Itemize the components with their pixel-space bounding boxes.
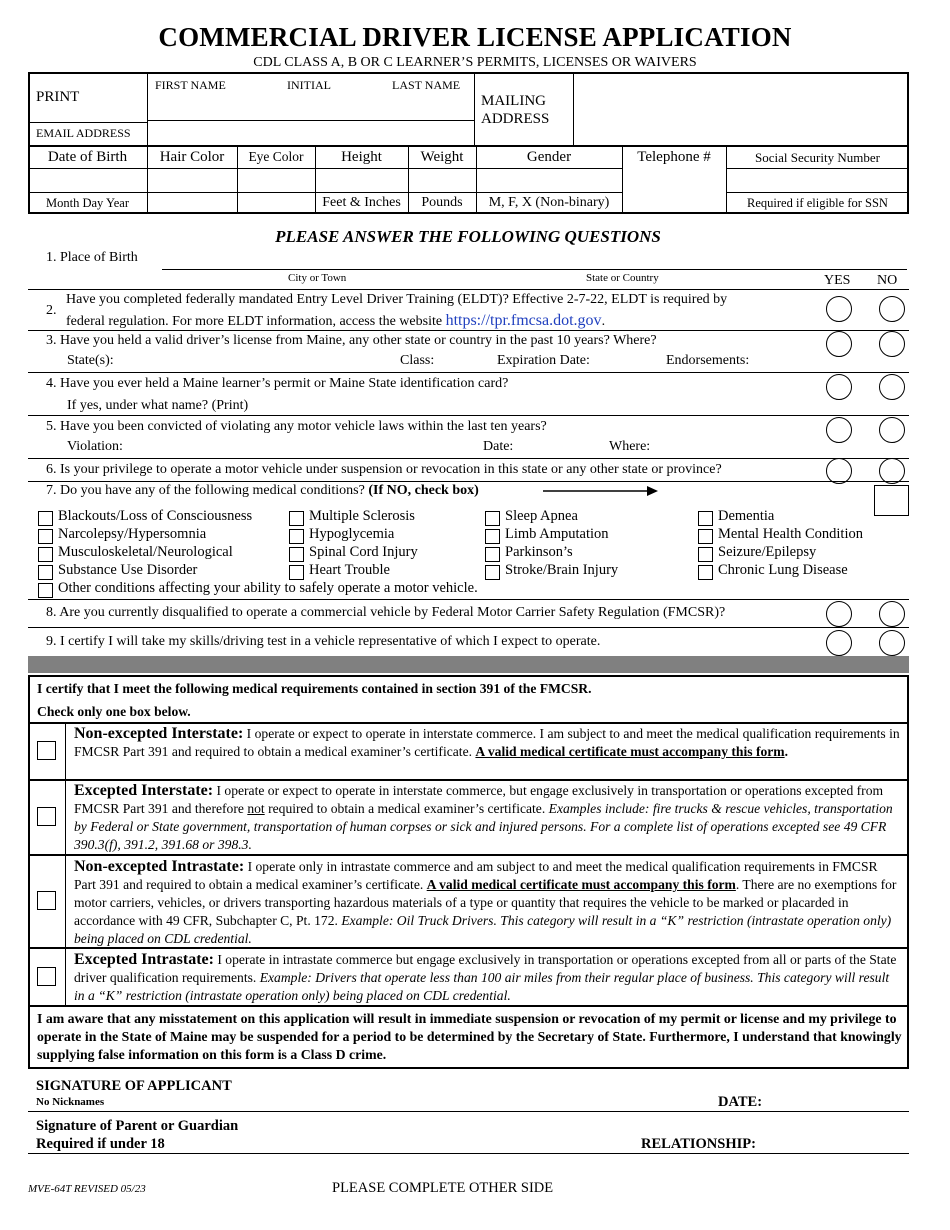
q3-endorsements-label: Endorsements: bbox=[666, 353, 750, 368]
questions-heading: PLEASE ANSWER THE FOLLOWING QUESTIONS bbox=[275, 227, 661, 246]
q1-state-hint: State or Country bbox=[586, 272, 659, 284]
non-excepted-interstate-checkbox[interactable] bbox=[37, 741, 56, 760]
ssn-label: Social Security Number bbox=[755, 150, 880, 165]
hair-color-label: Hair Color bbox=[159, 149, 225, 165]
gender-hint: M, F, X (Non-binary) bbox=[488, 195, 610, 210]
email-field[interactable] bbox=[150, 123, 470, 144]
q3-yes-radio[interactable] bbox=[826, 331, 852, 357]
dob-hint: Month Day Year bbox=[46, 196, 129, 210]
place-of-birth-field[interactable] bbox=[164, 248, 904, 268]
q3-no-radio[interactable] bbox=[879, 331, 905, 357]
q4-no-radio[interactable] bbox=[879, 374, 905, 400]
telephone-field[interactable] bbox=[624, 169, 725, 211]
q5-text: 5. Have you been convicted of violating any motor vehicle laws within the last ten years? bbox=[46, 419, 547, 434]
q2-number: 2. bbox=[46, 303, 57, 318]
condition-checkbox[interactable] bbox=[289, 565, 304, 580]
condition-checkbox[interactable] bbox=[485, 511, 500, 526]
condition-checkbox[interactable] bbox=[38, 529, 53, 544]
condition-label: Substance Use Disorder bbox=[58, 562, 198, 578]
dob-label: Date of Birth bbox=[47, 149, 128, 165]
excepted-interstate-text: Excepted Interstate: I operate or expect to operate in interstate commerce, but engage exclusively in transportation or operations excepted from FMCSR Part 391 and therefore not required to obtain a medical examiner’s certificate. Examples include: fire trucks & rescue vehicles, transportation by Federal or State government, transportation of human corpses or sick and injured persons. For a complete list of operations excepted see 49 CFR 390.3(f), 391.2, 391.68 or 398.3. bbox=[74, 782, 893, 852]
telephone-label: Telephone # bbox=[637, 149, 711, 165]
form-id: MVE-64T REVISED 05/23 bbox=[28, 1183, 146, 1195]
q7-text: 7. Do you have any of the following medical conditions? (If NO, check box) bbox=[46, 483, 479, 498]
condition-label: Chronic Lung Disease bbox=[718, 562, 848, 578]
eye-color-field[interactable] bbox=[239, 169, 314, 211]
weight-hint: Pounds bbox=[421, 195, 463, 210]
condition-label: Spinal Cord Injury bbox=[309, 544, 418, 560]
q8-text: 8. Are you currently disqualified to operate a commercial vehicle by Federal Motor Carrier Safety Regulation (FMCSR)? bbox=[46, 605, 726, 620]
q4-yes-radio[interactable] bbox=[826, 374, 852, 400]
condition-label: Blackouts/Loss of Consciousness bbox=[58, 508, 253, 524]
condition-label: Sleep Apnea bbox=[505, 508, 578, 524]
condition-label: Hypoglycemia bbox=[309, 526, 395, 542]
weight-label: Weight bbox=[420, 149, 464, 165]
page-subtitle: CDL CLASS A, B OR C LEARNER’S PERMITS, LICENSES OR WAIVERS bbox=[253, 55, 697, 70]
initial-label: INITIAL bbox=[287, 78, 331, 92]
q4-sub: If yes, under what name? (Print) bbox=[67, 398, 249, 413]
certify-line2: Check only one box below. bbox=[37, 704, 191, 719]
q6-text: 6. Is your privilege to operate a motor vehicle under suspension or revocation in this state or any other state or province? bbox=[46, 462, 722, 477]
condition-label: Musculoskeletal/Neurological bbox=[58, 544, 233, 560]
eldt-link[interactable]: https://tpr.fmcsa.dot.gov bbox=[445, 312, 602, 329]
condition-checkbox[interactable] bbox=[485, 547, 500, 562]
condition-label: Heart Trouble bbox=[309, 562, 390, 578]
last-name-label: LAST NAME bbox=[392, 78, 461, 92]
condition-checkbox[interactable] bbox=[698, 511, 713, 526]
under-18-note: Required if under 18 bbox=[36, 1136, 165, 1152]
no-nicknames-note: No Nicknames bbox=[36, 1096, 105, 1108]
height-field[interactable] bbox=[317, 169, 407, 191]
height-hint: Feet & Inches bbox=[322, 195, 401, 210]
q3-states-label: State(s): bbox=[67, 353, 114, 368]
q9-text: 9. I certify I will take my skills/driving test in a vehicle representative of which I expect to operate. bbox=[46, 634, 601, 649]
q2-yes-radio[interactable] bbox=[826, 296, 852, 322]
non-excepted-intrastate-checkbox[interactable] bbox=[37, 891, 56, 910]
q2-line1: Have you completed federally mandated Entry Level Driver Training (ELDT)? Effective 2-7-22, ELDT is required by bbox=[66, 292, 728, 307]
non-excepted-interstate-text: Non-excepted Interstate: I operate or expect to operate in interstate commerce. I am subject to and meet the medical qualification requirements in FMCSR Part 391 and required to obtain a medical examiner’s certificate. A valid medical certificate must accompany this form. bbox=[74, 725, 900, 759]
email-label: EMAIL ADDRESS bbox=[36, 126, 131, 140]
no-medical-conditions-checkbox[interactable] bbox=[874, 485, 909, 516]
ssn-field[interactable] bbox=[728, 169, 907, 191]
name-field[interactable] bbox=[150, 93, 470, 119]
condition-label: Limb Amputation bbox=[505, 526, 609, 542]
non-excepted-intrastate-text: Non-excepted Intrastate: I operate only in intrastate commerce and am subject to and meet the medical qualification requirements in FMCSR Part 391 and required to obtain a medical examiner’s certificate. A valid medical certificate must accompany this form. There are no exemptions for motor carriers, vehicles, or drivers transporting hazardous materials of a type or quantity that requires the vehicle to be marked or placarded in accordance with 49 CFR, Subchapter C, Pt. 172. Example: Oil Truck Drivers. This category will result in a “K” restriction (intrastate operation only) being placed on CDL credential. bbox=[74, 858, 897, 946]
q3-text: 3. Have you held a valid driver’s license from Maine, any other state or country in the past 10 years? Where? bbox=[46, 333, 657, 348]
height-label: Height bbox=[341, 149, 382, 165]
first-name-label: FIRST NAME bbox=[155, 78, 226, 92]
condition-label: Seizure/Epilepsy bbox=[718, 544, 817, 560]
condition-checkbox[interactable] bbox=[289, 529, 304, 544]
certify-line1: I certify that I meet the following medical requirements contained in section 391 of the FMCSR. bbox=[37, 681, 592, 696]
condition-checkbox[interactable] bbox=[38, 547, 53, 562]
q2-no-radio[interactable] bbox=[879, 296, 905, 322]
condition-checkbox[interactable] bbox=[38, 583, 53, 598]
applicant-signature-label: SIGNATURE OF APPLICANT bbox=[36, 1078, 232, 1094]
yes-column-label: YES bbox=[824, 273, 851, 288]
mailing-address-field[interactable] bbox=[576, 75, 906, 143]
print-label: PRINT bbox=[36, 89, 80, 105]
awareness-statement: I am aware that any misstatement on this application will result in immediate suspension or revocation of my permit or license and my privilege to operate in the State of Maine may be suspended for a period to be determined by the Secretary of State. Furthermore, I understand that knowingly supplying false information on this form is a Class D crime. bbox=[37, 1011, 902, 1062]
q5-where-label: Where: bbox=[609, 439, 651, 454]
q5-violation-label: Violation: bbox=[67, 439, 123, 454]
q5-yes-radio[interactable] bbox=[826, 417, 852, 443]
condition-checkbox[interactable] bbox=[485, 529, 500, 544]
q2-line2: federal regulation. For more ELDT information, access the website https://tpr.fmcsa.dot.gov. bbox=[66, 312, 606, 329]
q9-no-radio[interactable] bbox=[879, 630, 905, 656]
condition-label: Multiple Sclerosis bbox=[309, 508, 415, 524]
condition-label: Other conditions affecting your ability to safely operate a motor vehicle. bbox=[58, 580, 478, 596]
q1-text: 1. Place of Birth bbox=[46, 250, 138, 265]
mailing-address-label: MAILING ADDRESS bbox=[481, 93, 550, 127]
q8-yes-radio[interactable] bbox=[826, 601, 852, 627]
excepted-interstate-checkbox[interactable] bbox=[37, 807, 56, 826]
guardian-signature-label: Signature of Parent or Guardian bbox=[36, 1118, 239, 1134]
page-title: COMMERCIAL DRIVER LICENSE APPLICATION bbox=[158, 22, 792, 52]
ssn-hint: Required if eligible for SSN bbox=[747, 196, 888, 210]
condition-checkbox[interactable] bbox=[485, 565, 500, 580]
date-label: DATE: bbox=[718, 1094, 763, 1110]
excepted-intrastate-text: Excepted Intrastate: I operate in intrastate commerce but engage exclusively in transportation or operations excepted from all or parts of the State driver qualification requirements. Example: Drivers that operate less than 100 air miles from their regular place of business. This category will result in a “K” restriction (intrastate operation only) being placed on CDL credential. bbox=[74, 951, 897, 1003]
date-field[interactable] bbox=[772, 1090, 906, 1110]
applicant-signature-field[interactable] bbox=[260, 1078, 700, 1110]
complete-other-side-note: PLEASE COMPLETE OTHER SIDE bbox=[332, 1180, 554, 1196]
condition-checkbox[interactable] bbox=[698, 565, 713, 580]
condition-label: Dementia bbox=[718, 508, 775, 524]
gender-field[interactable] bbox=[478, 169, 621, 191]
weight-field[interactable] bbox=[410, 169, 475, 191]
eye-color-label: Eye Color bbox=[248, 149, 304, 164]
q9-yes-radio[interactable] bbox=[826, 630, 852, 656]
condition-checkbox[interactable] bbox=[38, 565, 53, 580]
dob-field[interactable] bbox=[30, 169, 146, 191]
condition-checkbox[interactable] bbox=[698, 529, 713, 544]
excepted-intrastate-checkbox[interactable] bbox=[37, 967, 56, 986]
condition-label: Mental Health Condition bbox=[718, 526, 863, 542]
guardian-signature-field[interactable] bbox=[270, 1116, 630, 1152]
condition-label: Narcolepsy/Hypersomnia bbox=[58, 526, 207, 542]
gender-label: Gender bbox=[526, 149, 572, 165]
relationship-label: RELATIONSHIP: bbox=[641, 1136, 756, 1152]
arrow-right-icon bbox=[543, 485, 659, 497]
condition-checkbox[interactable] bbox=[289, 547, 304, 562]
condition-checkbox[interactable] bbox=[38, 511, 53, 526]
section-divider bbox=[28, 656, 909, 673]
q3-expiration-label: Expiration Date: bbox=[497, 353, 590, 368]
q4-text: 4. Have you ever held a Maine learner’s permit or Maine State identification card? bbox=[46, 376, 509, 391]
condition-checkbox[interactable] bbox=[289, 511, 304, 526]
q1-city-hint: City or Town bbox=[288, 272, 347, 284]
condition-label: Parkinson’s bbox=[505, 544, 573, 560]
q5-no-radio[interactable] bbox=[879, 417, 905, 443]
q5-date-label: Date: bbox=[483, 439, 514, 454]
no-column-label: NO bbox=[877, 273, 898, 288]
condition-checkbox[interactable] bbox=[698, 547, 713, 562]
q3-class-label: Class: bbox=[400, 353, 435, 368]
q8-no-radio[interactable] bbox=[879, 601, 905, 627]
hair-color-field[interactable] bbox=[149, 169, 236, 211]
relationship-field[interactable] bbox=[772, 1132, 906, 1152]
condition-label: Stroke/Brain Injury bbox=[505, 562, 619, 578]
